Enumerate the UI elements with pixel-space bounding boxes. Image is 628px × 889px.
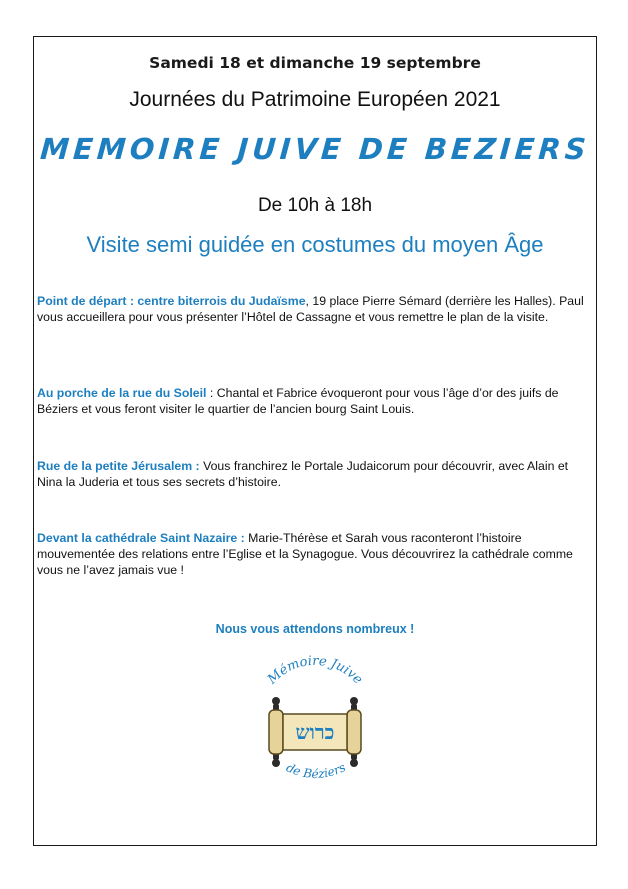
paragraph-lead: Au porche de la rue du Soleil [37, 386, 207, 400]
paragraph-departure [37, 293, 593, 325]
visit-subtitle: Visite semi guidée en costumes du moyen Âge [86, 232, 544, 257]
opening-hours: De 10h à 18h [257, 195, 373, 216]
event-title: Journées du Patrimoine Européen 2021 [129, 88, 501, 111]
logo-bottom-text: de Béziers [284, 760, 348, 782]
memoire-juive-logo [245, 652, 385, 792]
logo-top-text: Mémoire Juive [264, 653, 366, 688]
closing-line: Nous vous attendons nombreux ! [215, 622, 415, 636]
paragraph-lead: Devant la cathédrale Saint Nazaire : [37, 531, 245, 545]
date-line: Samedi 18 et dimanche 19 septembre [149, 54, 481, 72]
paragraph-cathedral [37, 530, 593, 578]
paragraph-lead: Rue de la petite Jérusalem : [37, 459, 200, 473]
paragraph-body: : Chantal et Fabrice évoqueront pour vous l’âge d’or des juifs de Béziers et vous feront visiter le quartier de l’ancien bourg Saint Louis. [37, 386, 559, 416]
paragraph-jerusalem [37, 458, 593, 490]
paragraph-body: Marie-Thérèse et Sarah vous raconteront l’histoire mouvementée des relations entre l’Eglise et la Synagogue. Vous découvrirez la cathédrale comme vous ne l’avez jamais vue ! [37, 531, 573, 577]
paragraph-lead: Point de départ : centre biterrois du Judaïsme [37, 294, 306, 308]
paragraph-body: , 19 place Pierre Sémard (derrière les Halles). Paul vous accueillera pour vous présenter l’Hôtel de Cassagne et vous remettre le plan de la visite. [37, 294, 584, 324]
logo-hebrew-text: כרוש [295, 720, 335, 744]
paragraph-porch [37, 385, 593, 417]
main-title: MEMOIRE JUIVE DE BEZIERS [39, 132, 591, 166]
paragraph-body: Vous franchirez le Portale Judaicorum pour découvrir, avec Alain et Nina la Juderia et tous ses secrets d’histoire. [37, 459, 569, 489]
